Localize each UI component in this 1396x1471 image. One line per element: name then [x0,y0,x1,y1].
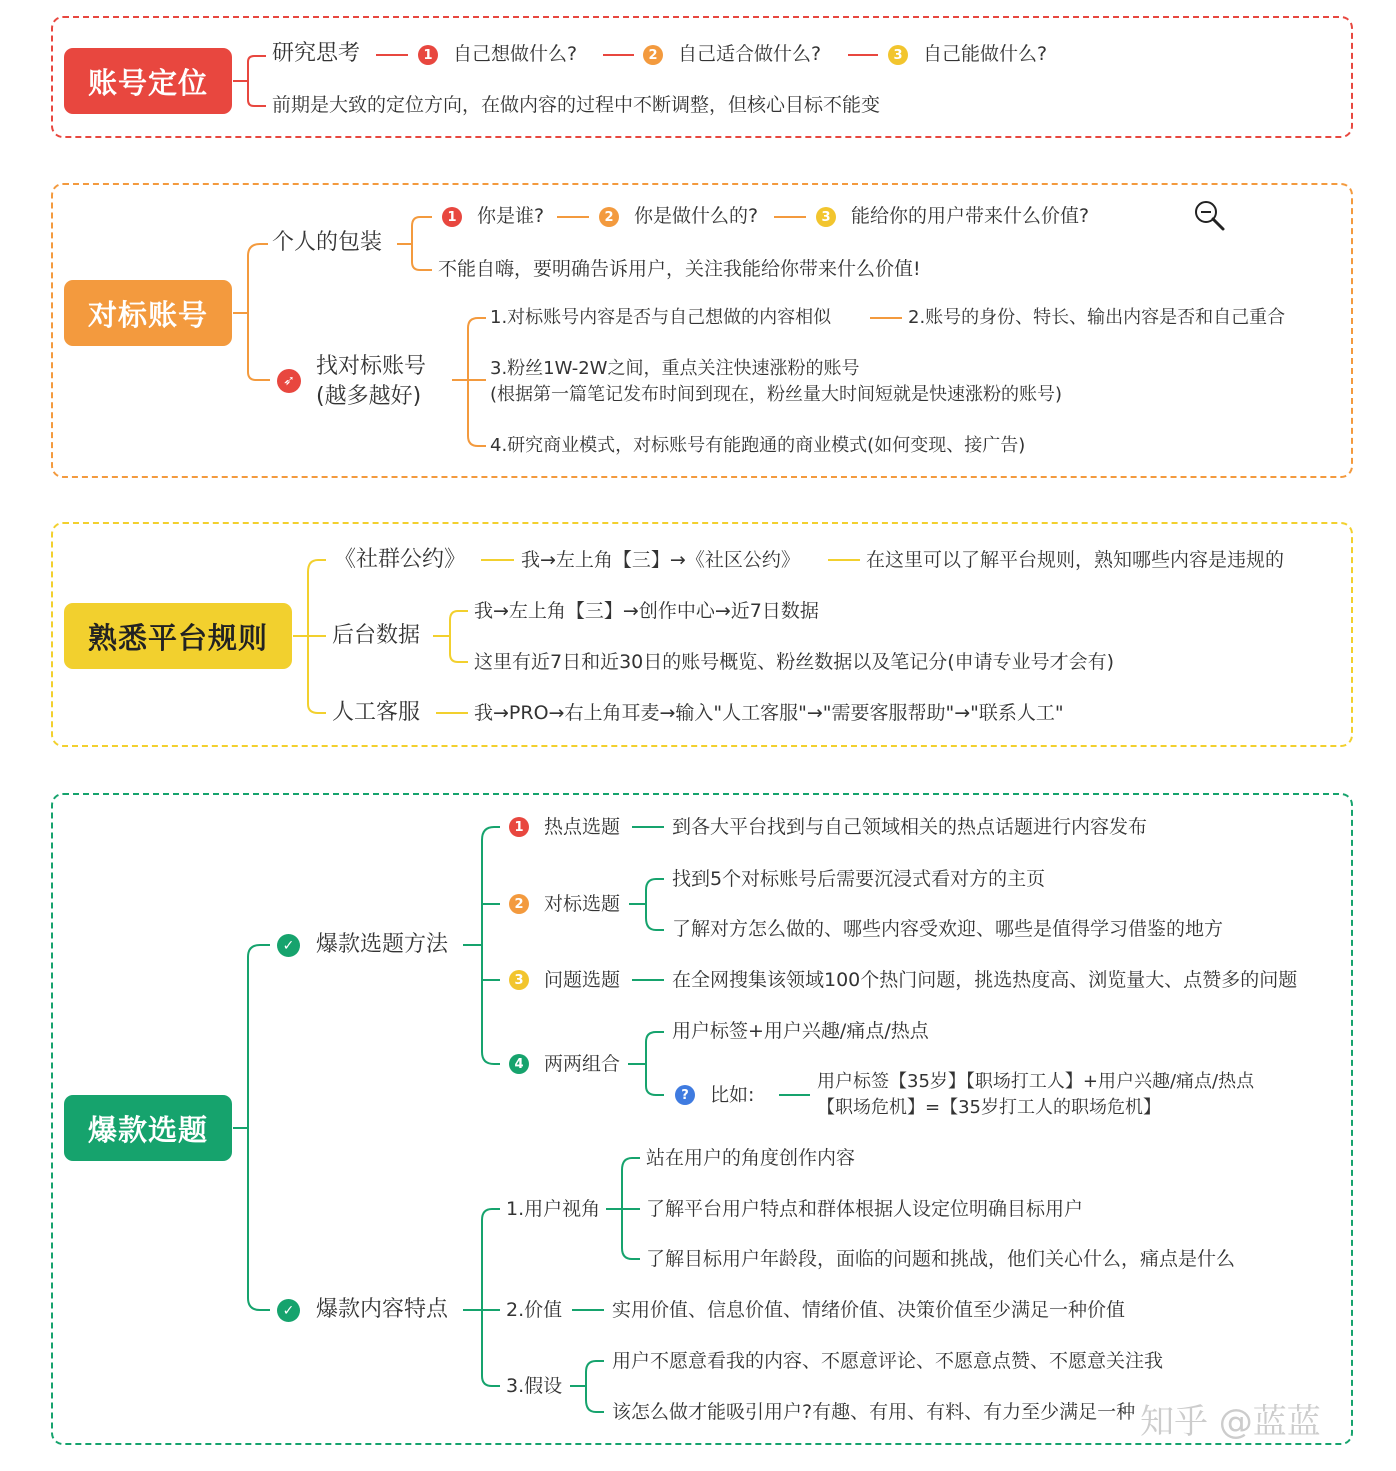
node-personal-packaging[interactable]: 个人的包装 [272,230,383,255]
node-hot-topics[interactable]: 热点选题 [544,816,621,838]
zoom-out-icon[interactable] [1193,199,1227,233]
node-question-topics-note[interactable]: 在全网搜集该领域100个热门问题，挑选热度高、浏览量大、点赞多的问题 [672,969,1298,991]
node-pair-combination[interactable]: 两两组合 [544,1053,621,1075]
section-viral-topics [51,793,1353,1445]
node-q2[interactable]: 自己适合做什么? [678,43,822,65]
node-service-path[interactable]: 我→PRO→右上角耳麦→输入"人工客服"→"需要客服帮助"→"联系人工" [474,702,1064,724]
node-backend-note[interactable]: 这里有近7日和近30日的账号概览、粉丝数据以及笔记分(申请专业号才会有) [474,651,1115,673]
node-hot-topics-note[interactable]: 到各大平台找到与自己领域相关的热点话题进行内容发布 [672,816,1148,838]
node-assumption-b[interactable]: 该怎么做才能吸引用户?有趣、有用、有料、有力至少满足一种 [612,1401,1136,1423]
node-criteria-4[interactable]: 4.研究商业模式，对标账号有能跑通的商业模式(如何变现、接广告) [490,435,1026,456]
root-viral-topics[interactable]: 爆款选题 [64,1095,232,1161]
node-criteria-2[interactable]: 2.账号的身份、特长、输出内容是否和自己重合 [908,307,1286,328]
node-find-benchmark[interactable]: 找对标账号 [316,354,427,379]
node-what-you-do[interactable]: 你是做什么的? [634,205,759,227]
node-value-note[interactable]: 实用价值、信息价值、情绪价值、决策价值至少满足一种价值 [612,1299,1126,1321]
question-icon: ? [675,1085,695,1105]
node-who-are-you[interactable]: 你是谁? [477,205,545,227]
number-3-badge-icon: 3 [888,45,908,65]
node-q1[interactable]: 自己想做什么? [453,43,578,65]
pin-icon: ➶ [277,369,301,393]
node-example[interactable]: 比如: [710,1084,755,1106]
section-account-positioning [51,16,1353,138]
number-1-badge-icon: 1 [442,207,462,227]
number-3-badge-icon: 3 [509,970,529,990]
node-content-features[interactable]: 爆款内容特点 [316,1297,449,1322]
node-backend-data[interactable]: 后台数据 [332,623,421,648]
node-example-line2[interactable]: 【职场危机】=【35岁打工人的职场危机】 [817,1097,1161,1118]
node-user-perspective-b[interactable]: 了解平台用户特点和群体根据人设定位明确目标用户 [646,1198,1084,1220]
node-benchmark-topics[interactable]: 对标选题 [544,893,621,915]
number-2-badge-icon: 2 [599,207,619,227]
node-customer-service[interactable]: 人工客服 [332,700,421,725]
node-community-rules[interactable]: 《社群公约》 [334,547,467,572]
section-benchmark-accounts [51,183,1353,478]
check-icon: ✓ [277,934,300,957]
node-q3[interactable]: 自己能做什么? [923,43,1048,65]
node-criteria-3[interactable]: 3.粉丝1W-2W之间，重点关注快速涨粉的账号 [490,358,860,379]
root-platform-rules[interactable]: 熟悉平台规则 [64,603,292,669]
node-user-perspective-c[interactable]: 了解目标用户年龄段，面临的问题和挑战，他们关心什么，痛点是什么 [646,1248,1236,1270]
node-find-benchmark-sub[interactable]: (越多越好) [316,384,422,409]
node-research[interactable]: 研究思考 [272,41,361,66]
node-criteria-3-note[interactable]: (根据第一篇笔记发布时间到现在，粉丝量大时间短就是快速涨粉的账号) [490,384,1063,405]
node-combination-formula[interactable]: 用户标签+用户兴趣/痛点/热点 [672,1020,929,1042]
node-packaging-note[interactable]: 不能自嗨，要明确告诉用户，关注我能给你带来什么价值! [438,258,921,280]
node-question-topics[interactable]: 问题选题 [544,969,621,991]
node-topic-methods[interactable]: 爆款选题方法 [316,932,449,957]
node-user-perspective[interactable]: 1.用户视角 [506,1198,601,1220]
node-user-perspective-a[interactable]: 站在用户的角度创作内容 [646,1147,856,1169]
root-account-positioning[interactable]: 账号定位 [64,48,232,114]
node-community-path[interactable]: 我→左上角【三】→《社区公约》 [521,549,800,571]
node-benchmark-topics-a[interactable]: 找到5个对标账号后需要沉浸式看对方的主页 [672,868,1046,890]
number-1-badge-icon: 1 [509,817,529,837]
node-backend-path[interactable]: 我→左上角【三】→创作中心→近7日数据 [474,600,819,622]
node-benchmark-topics-b[interactable]: 了解对方怎么做的、哪些内容受欢迎、哪些是值得学习借鉴的地方 [672,918,1224,940]
number-2-badge-icon: 2 [509,894,529,914]
number-3-badge-icon: 3 [816,207,836,227]
number-4-badge-icon: 4 [509,1054,529,1074]
number-2-badge-icon: 2 [643,45,663,65]
node-positioning-note[interactable]: 前期是大致的定位方向，在做内容的过程中不断调整，但核心目标不能变 [272,94,881,116]
node-assumption[interactable]: 3.假设 [506,1375,563,1397]
check-icon: ✓ [277,1299,300,1322]
node-what-value[interactable]: 能给你的用户带来什么价值? [851,205,1090,227]
root-benchmark-accounts[interactable]: 对标账号 [64,280,232,346]
node-example-line1[interactable]: 用户标签【35岁】【职场打工人】+用户兴趣/痛点/热点 [817,1071,1255,1092]
node-assumption-a[interactable]: 用户不愿意看我的内容、不愿意评论、不愿意点赞、不愿意关注我 [612,1350,1164,1372]
watermark: 知乎 @蓝蓝 [1140,1402,1321,1442]
number-1-badge-icon: 1 [418,45,438,65]
node-community-note[interactable]: 在这里可以了解平台规则，熟知哪些内容是违规的 [866,549,1285,571]
node-value[interactable]: 2.价值 [506,1299,563,1321]
node-criteria-1[interactable]: 1.对标账号内容是否与自己想做的内容相似 [490,307,832,328]
